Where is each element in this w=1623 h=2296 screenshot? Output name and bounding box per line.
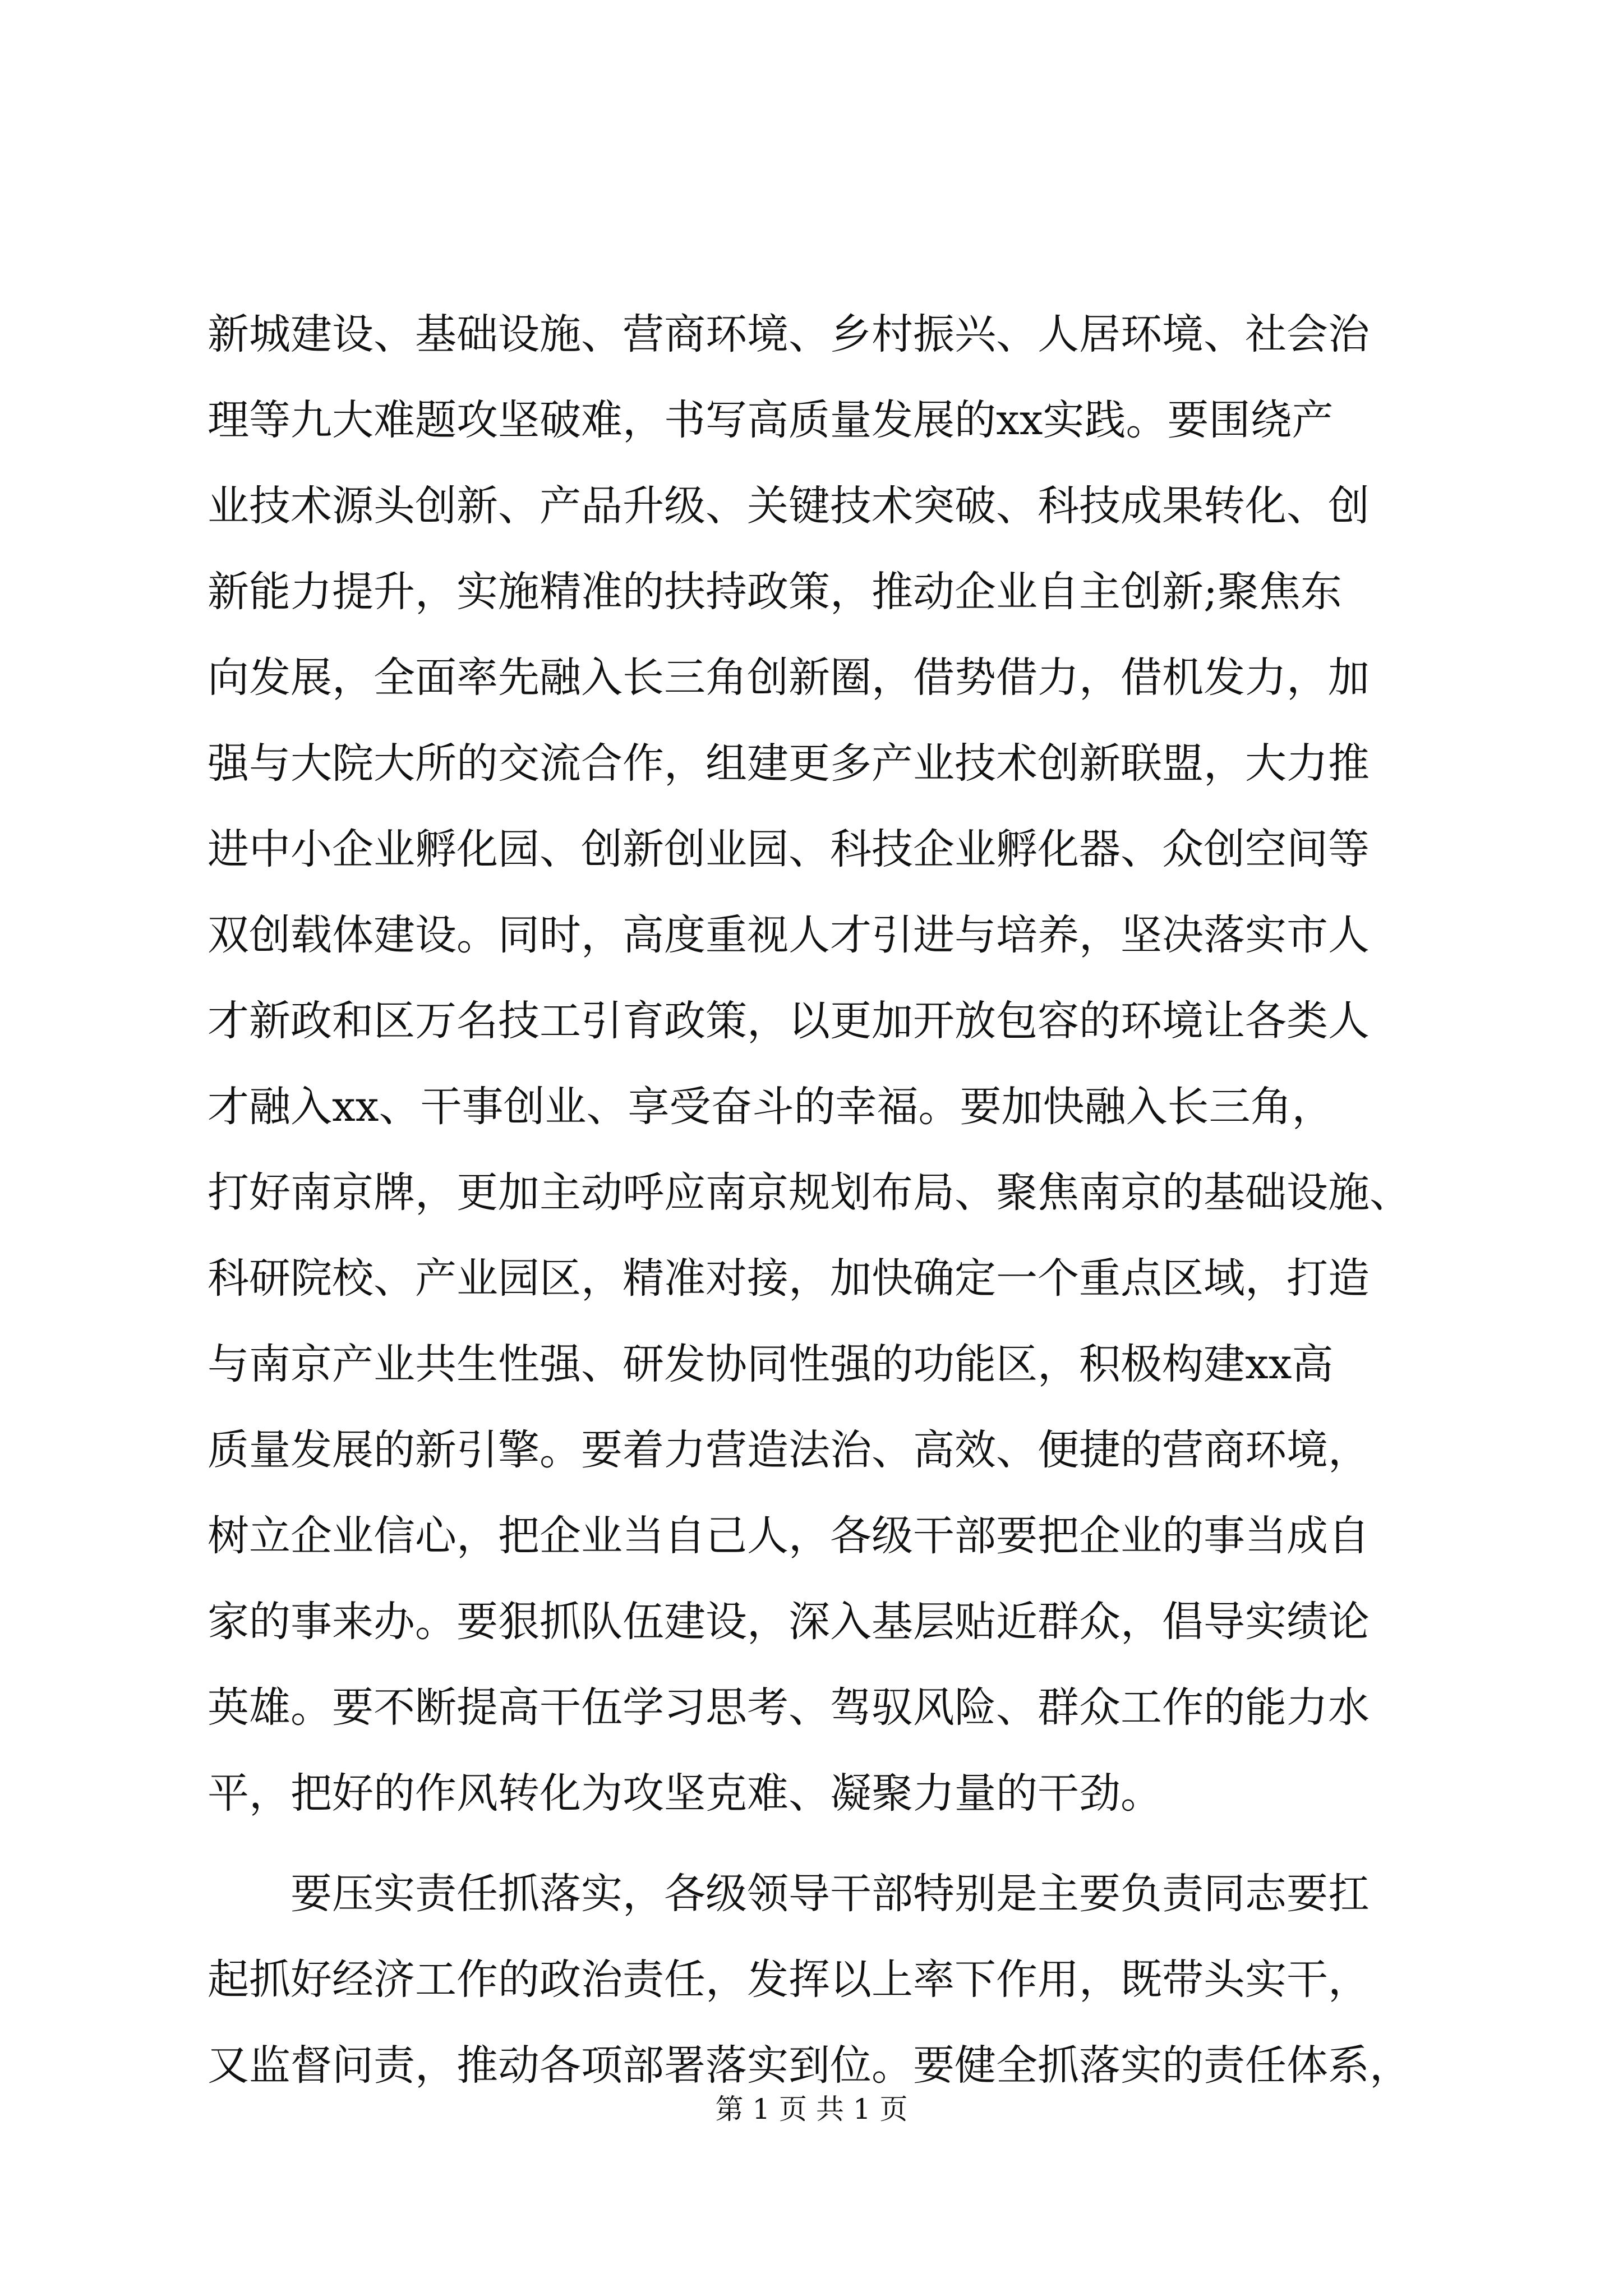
text-line: 进中小企业孵化园、创新创业园、科技企业孵化器、众创空间等 xyxy=(208,825,1370,873)
text-line: 理等九大难题攻坚破难，书写高质量发展的xx实践。要围绕产 xyxy=(208,396,1334,444)
text-line: 双创载体建设。同时，高度重视人才引进与培养，坚决落实市人 xyxy=(208,911,1370,959)
text-line: 才融入xx、干事创业、享受奋斗的幸福。要加快融入长三角， xyxy=(208,1083,1334,1131)
paragraph-1 xyxy=(208,292,1413,1837)
text-line: 要压实责任抓落实，各级领导干部特别是主要负责同志要扛 xyxy=(208,1870,1370,1918)
page-number-label: 第 1 页 共 1 页 xyxy=(715,2093,908,2125)
paragraph-gap xyxy=(208,1837,1413,1851)
text-line: 业技术源头创新、产品升级、关键技术突破、科技成果转化、创 xyxy=(208,482,1370,530)
text-line: 才新政和区万名技工引育政策，以更加开放包容的环境让各类人 xyxy=(208,997,1370,1045)
text-line: 平，把好的作风转化为攻坚克难、凝聚力量的干劲。 xyxy=(208,1769,1162,1818)
text-line: 又监督问责，推动各项部署落实到位。要健全抓落实的责任体系， xyxy=(208,2041,1411,2090)
document-body xyxy=(208,292,1413,2109)
page-footer xyxy=(0,2090,1623,2129)
text-line: 新城建设、基础设施、营商环境、乡村振兴、人居环境、社会治 xyxy=(208,310,1370,358)
text-line: 起抓好经济工作的政治责任，发挥以上率下作用，既带头实干， xyxy=(208,1955,1370,2004)
text-line: 家的事来办。要狠抓队伍建设，深入基层贴近群众，倡导实绩论 xyxy=(208,1598,1370,1646)
text-line: 向发展，全面率先融入长三角创新圈，借势借力，借机发力，加 xyxy=(208,654,1370,702)
text-line: 质量发展的新引擎。要着力营造法治、高效、便捷的营商环境， xyxy=(208,1426,1370,1474)
text-line: 强与大院大所的交流合作，组建更多产业技术创新联盟，大力推 xyxy=(208,739,1370,788)
text-line: 新能力提升，实施精准的扶持政策，推动企业自主创新;聚焦东 xyxy=(208,568,1342,616)
text-line: 树立企业信心，把企业当自己人，各级干部要把企业的事当成自 xyxy=(208,1512,1370,1560)
paragraph-2 xyxy=(208,1851,1413,2109)
text-line: 英雄。要不断提高干伍学习思考、驾驭风险、群众工作的能力水 xyxy=(208,1683,1370,1732)
text-line: 科研院校、产业园区，精准对接，加快确定一个重点区域，打造 xyxy=(208,1254,1370,1303)
text-line: 与南京产业共生性强、研发协同性强的功能区，积极构建xx高 xyxy=(208,1340,1334,1388)
text-line: 打好南京牌，更加主动呼应南京规划布局、聚焦南京的基础设施、 xyxy=(208,1168,1411,1217)
